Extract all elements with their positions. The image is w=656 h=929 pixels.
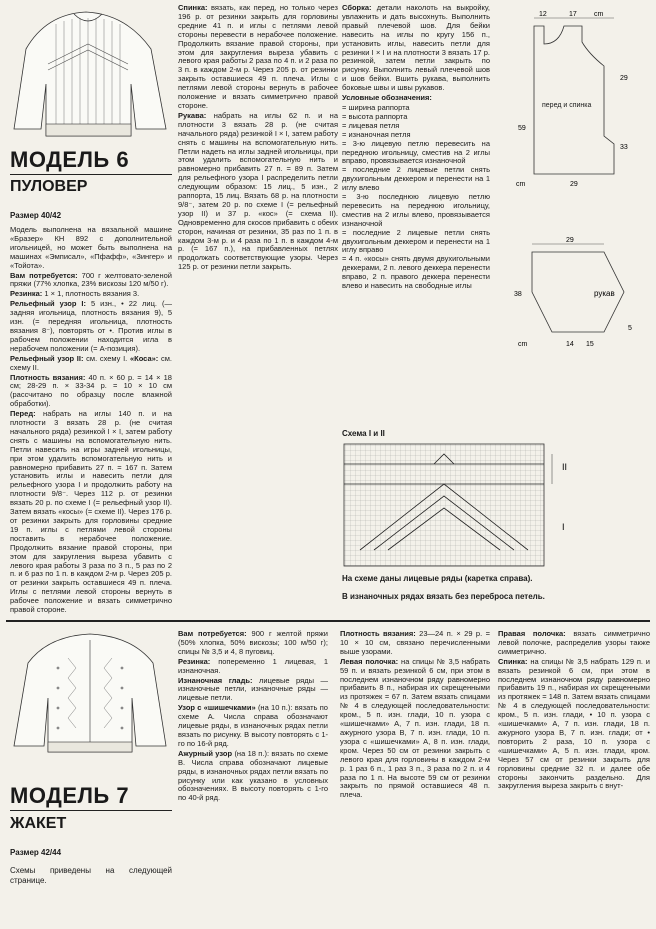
section-divider: [6, 620, 650, 622]
model6-column-2: [178, 4, 338, 273]
materials-label: Вам потребуется:: [10, 270, 78, 280]
density-label: Плотность вязания:: [10, 372, 86, 382]
sleeve-pattern: [494, 232, 654, 362]
relief2-text: см. схему I.: [86, 353, 128, 363]
m7-lace-text: (на 18 п.): вязать по схеме В. Числа справа обозначают лицевые ряды, в изнаночных рядах петли вязать по рисунку или как указано в условных обозначениях. В высоту повторять с 1-го по 40-й ряд.: [178, 748, 328, 803]
relief1-text: 5 изн., • 22 лиц. (— задняя игольница, плотность вязания 9), 5 изн. (= передняя игольница, плотность вязания 8⁻), повторять от •. Против иглы в рабочем положении находится игла в нерабочем положении (= А-позиция).: [10, 299, 172, 353]
top-dim-1: 12: [539, 11, 547, 18]
assembly-label: Сборка:: [342, 3, 372, 12]
sleeve-text: набрать на иглы 62 п. и на плотности 3 вязать 28 р. (не считая начального ряда) резинкой I × I, затем работу снять с машины на вспомогательную нить. Петли надеть на иглы задней игольницы, при этом удалить вспомогательную нить и равномерно прибавить 27 п. = 89 п. Затем для рельефного узора I распределить петли следующим образом: 15 лиц., 5 изн., 2 раппорта, 15 лиц. Вязать 68 р. на плотности 9/8⁻, затем 20 р. по схеме I (= рельефный узор II) и 37 р. «кос» (= схема II). Одновременно для скосов прибавить с обеих сторон, начиная от резинки, 35 раз по 1 п. в каждом 3-м р. и 4 раза по 1 п. в каждом 4-м р. (= 167 п.), на прибавленных петлях продолжать соответствующие узоры. Через 125 р. от резинки петли закрыть.: [178, 110, 338, 272]
rib-label: Резинка:: [10, 289, 43, 299]
model7-column-3: [340, 630, 490, 801]
m7-density-text: 23—24 п. × 29 р. = 10 × 10 см, связано перечисленными выше узорами.: [340, 629, 490, 656]
m7-back-label: Спинка:: [498, 656, 528, 666]
right-dim-1: 29: [620, 75, 628, 82]
front-label: Перед:: [10, 409, 36, 419]
model6-intro: Модель выполнена на вязальной машине «Бразер» КН 892 с дополнительной игольницей, но может быть выполнена на машинах «Эмписал», «Пфафф», «Зингер» и «Тойота».: [10, 225, 172, 270]
kosa-label: «Коса»:: [129, 353, 159, 363]
pullover-sketch: [6, 4, 176, 144]
front-back-label: перед и спинка: [542, 102, 592, 109]
relief2-label: Рельефный узор II:: [10, 353, 84, 363]
model6-size: Размер 40/42: [10, 211, 62, 220]
m7-rib-label: Резинка:: [178, 656, 211, 666]
bottom-dim: 29: [570, 181, 578, 188]
legend-item: = 3-ю лицевую петлю перевесить на переднюю игольницу, сместив на 2 иглы вправо, провязывается изнаночной: [342, 138, 490, 166]
m7-right-label: Правая полочка:: [498, 629, 566, 638]
title-divider: [10, 810, 172, 811]
m7-rib-text: попеременно 1 лицевая, 1 изнаночная.: [178, 656, 328, 675]
legend-item: = ширина раппорта: [342, 102, 410, 112]
front-text: набрать на иглы 140 п. и на плотности 3 вязать 28 р. (не считая начального ряда) резинкой I × I, затем работу снять с машины на вспомогательную нить. Петли навесить на игры задней игольницы, при этом удалить вспомогательную нить и равномерно прибавить 27 п. = 167 п. Затем установить иглы и навесить петли для рельефного узора I и продолжить работу на плотности 9/8⁻. Через 112 р. от резинки вязать 20 р. по схеме I (= рельефный узор II). Затем вязать «косы» (= схеме II). Через 176 р. от резинки закрыть для горловины средние 19 п. иглы с петлями левой стороны поставить в нерабочее положение. Продолжить вязание правой стороны, при этом для закругления выреза убавить с левого края работы 3 раза по 3 п., 5 раз по 2 п. и 6 раз по 1 п. в каждом 2-м р. Через 205 р. от резинки закрыть оставшиеся 49 п. плеча. Иглы с петлями левой стороны вернуть в рабочее положение и вязать симметрично правой стороне.: [10, 409, 172, 615]
m7-back-text: на спицы № 3,5 набрать 129 п. и вязать резинкой 6 см, при этом в последнем изнаночном ряду равномерно прибавить 19 п., набирая их скрещенными из протяжек = 148 п. Затем вязать спицами № 4 в следующей последовательности: кром., 5 п. изн. глади, • 10 п. узора с «шишечками» А, 7 п. изн. глади, 18 п. ажурного узора В, 7 п. изн. глади; от • повторить 2 раза, 10 п. узора с «шишечками» А, 5 п. изн. глади, кром. Через 57 см от резинки закрыть для горловины средние 32 п. и далее обе стороны закончить раздельно. Для закругления выреза закрыть с внут-: [498, 656, 650, 791]
bottom-unit: cm: [516, 181, 526, 188]
model7-column-4: [498, 630, 650, 792]
model7-subtitle: ЖАКЕТ: [10, 815, 67, 832]
sleeve-left-dim: 38: [514, 291, 522, 298]
assembly-text: детали наколоть на выкройку, увлажнить и дать высохнуть. Выполнить правый плечевой шов. Для бейки навесить на иглы по кругу 156 п., установить иглы, навесить петли для резинки I × I и на плотности 3 вязать 17 р. резинкой, затем петли закрыть по рисунку. Выполнить левый плечевой шов и шов бейки. Вшить рукава, выполнить боковые швы и швы рукавов.: [342, 3, 490, 93]
sleeve-top-dim: 29: [566, 237, 574, 244]
sleeve-label: рукав: [594, 289, 615, 298]
relief1-label: Рельефный узор I:: [10, 299, 86, 309]
legend-item: = 4 п. «косы» снять двумя двухигольными деккерами, 2 п. левого деккера перенести вправо, 2 п. правого деккера перенести влево и навесить на свободные иглы: [342, 254, 490, 291]
scheme-label-bottom: I: [562, 522, 565, 532]
m7-density-label: Плотность вязания:: [340, 629, 416, 638]
right-dim-2: 33: [620, 144, 628, 151]
scheme-note-1: На схеме даны лицевые ряды (каретка справа).: [342, 574, 533, 583]
scheme-title: Схема I и II: [342, 429, 385, 438]
model7-column-2: [178, 630, 328, 804]
legend-item: = лицевая петля: [342, 120, 400, 130]
legend-title: Условные обозначения:: [342, 93, 432, 103]
kosa-text: см. схему II.: [10, 353, 172, 372]
sleeve-right-dim: 5: [628, 325, 632, 332]
m7-purl-text: лицевые ряды — изнаночные петли, изнаночные ряды — лицевые петли.: [178, 675, 328, 703]
model6-column-1: [10, 226, 172, 616]
back-label: Спинка:: [178, 3, 208, 12]
density-text: 40 п. × 60 р. = 14 × 18 см; 28-29 п. × 33-34 р. = 10 × 10 см (рассчитано по образцу после влажной обработки).: [10, 372, 172, 409]
rib-text: 1 × 1, плотность вязания 3.: [44, 289, 140, 299]
m7-right-text: вязать симметрично левой полочке, распределив узоры также симметрично.: [498, 629, 650, 656]
legend-item: = последние 2 лицевые петли снять двухигольным деккером и перенести на 1 иглу вправо: [342, 227, 490, 255]
model7-intro: Схемы приведены на следующей странице.: [10, 866, 172, 885]
knitting-chart: [340, 440, 620, 570]
top-unit: cm: [594, 11, 604, 18]
title-divider: [10, 174, 172, 175]
sleeve-bottom-dim-1: 14: [566, 341, 574, 348]
m7-left-label: Левая полочка:: [340, 656, 399, 666]
legend-item: = последние 2 лицевые петли снять двухигольным деккером и перенести на 1 иглу влево: [342, 165, 490, 193]
m7-materials-text: 900 г желтой пряжи (50% хлопка, 50% вискозы; 100 м/50 г); спицы № 3,5 и 4, 8 пуговиц.: [178, 629, 328, 656]
back-text: вязать, как перед, но только через 196 р. от резинки закрыть для горловины средние 41 п. и иглы с петлями левой стороны перевести в нерабочее положение. Продолжить вязание правой стороны, при этом для закругления выреза убавить с левого края работы 2 раза по 4 п. и 2 раза по 3 п. в каждом 2-м р. Через 205 р. от резинки закрыть оставшиеся 49 п. плеча. Иглы с петлями левой стороны вернуть в рабочее положение и вязать симметрично правой стороне.: [178, 3, 338, 110]
materials-text: 700 г желтовато-зеленой пряжи (77% хлопка, 23% вискозы 120 м/50 г).: [10, 270, 172, 289]
left-dim: 59: [518, 125, 526, 132]
sleeve-unit: cm: [518, 341, 528, 348]
sleeve-label: Рукава:: [178, 110, 207, 120]
front-back-pattern: [494, 4, 654, 204]
m7-purl-label: Изнаночная гладь:: [178, 675, 253, 685]
model6-title: МОДЕЛЬ 6: [10, 147, 130, 172]
top-dim-2: 17: [569, 11, 577, 18]
scheme-label-top: II: [562, 462, 568, 472]
m7-lace-label: Ажурный узор: [178, 748, 233, 758]
model7-size: Размер 42/44: [10, 848, 62, 857]
m7-bumps-label: Узор с «шишечками»: [178, 703, 256, 713]
scheme-note-2: В изнаночных рядах вязать без переброса петель.: [342, 592, 545, 601]
legend-item: = изнаночная петля: [342, 129, 411, 139]
jacket-sketch: [8, 628, 173, 758]
model6-subtitle: ПУЛОВЕР: [10, 178, 88, 195]
model7-title: МОДЕЛЬ 7: [10, 783, 130, 808]
sleeve-bottom-dim-2: 15: [586, 341, 594, 348]
legend-item: = 3-ю последнюю лицевую петлю перевесить на переднюю игольницу, сместив на 2 иглы влево, провязывается изнаночной: [342, 192, 490, 228]
m7-left-text: на спицы № 3,5 набрать 59 п. и вязать резинкой 6 см, при этом в последнем изнаночном ряду равномерно прибавить 8 п., набирая их скрещенными из протяжек = 67 п. Затем вязать спицами № 4 в следующей последовательности: кром., 5 п. изн. глади, 10 п. узора с «шишечками» А, 7 п. изн. глади, 18 п. ажурного узора В, 7 п. изн. глади, 10 п. узора с «шишечками» А, 8 п. изн. глади, кром. Через 50 см от резинки закрыть с левого края для горловины в каждом 2-м р. 1 раз 6 п., 1 раз 3 п., 3 раза по 2 п. и 4 раза по 1 п. На высоте 59 см от резинки закрыть по прямой оставшиеся 48 п. плеча.: [340, 656, 491, 800]
model6-column-3: [342, 4, 490, 291]
legend-item: = высота раппорта: [342, 111, 408, 121]
m7-materials-label: Вам потребуется:: [178, 629, 247, 638]
m7-bumps-text: (на 10 п.): вязать по схеме А. Числа справа обозначают лицевые ряды, в изнаночных рядах петли вязать по рисунку. В высоту повторять с 1-го по 16-й ряд.: [178, 703, 328, 748]
